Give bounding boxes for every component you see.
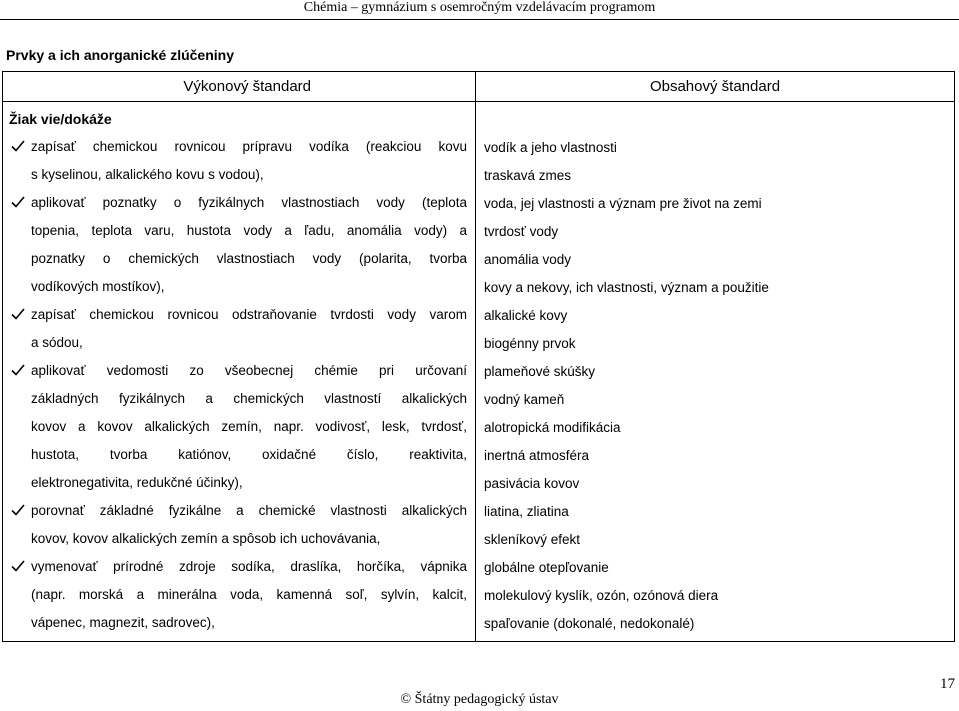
performance-item-line: zapísať chemickou rovnicou odstraňovanie tvrdosti vody varom (31, 307, 467, 322)
check-icon (11, 139, 25, 153)
check-icon (11, 363, 25, 377)
performance-item-line: poznatky o chemických vlastnostiach vody (polarita, tvorba (31, 251, 467, 266)
section-title: Prvky a ich anorganické zlúčeniny (6, 47, 234, 63)
performance-item-line: aplikovať poznatky o fyzikálnych vlastnostiach vody (teplota (31, 195, 467, 210)
content-item: alkalické kovy (484, 308, 568, 323)
content-item: kovy a nekovy, ich vlastnosti, význam a použitie (484, 280, 769, 295)
performance-item-line: vápenec, magnezit, sadrovec), (31, 615, 215, 630)
check-icon (11, 195, 25, 209)
performance-item-line: hustota, tvorba katiónov, oxidačné číslo, reaktivita, (31, 447, 467, 462)
content-item: pasivácia kovov (484, 476, 580, 491)
content-item: vodík a jeho vlastnosti (484, 140, 617, 155)
performance-standard-column (9, 110, 467, 637)
content-standard-column (484, 134, 946, 638)
check-icon (11, 503, 25, 517)
performance-item-line: topenia, teplota varu, hustota vody a ľadu, anomália vody) a (31, 223, 467, 238)
content-item: globálne otepľovanie (484, 560, 609, 575)
performance-item-line: zapísať chemickou rovnicou prípravu vodíka (reakciou kovu (31, 139, 467, 154)
performance-item-line: aplikovať vedomosti zo všeobecnej chémie pri určovaní (31, 363, 467, 378)
running-header: Chémia – gymnázium s osemročným vzdelávacím programom (303, 0, 656, 15)
bullet-list (9, 133, 467, 637)
content-item: skleníkový efekt (484, 532, 581, 547)
performance-item-line: vodíkových mostíkov), (31, 279, 165, 294)
performance-item-line: (napr. morská a minerálna voda, kamenná soľ, sylvín, kalcit, (31, 587, 467, 602)
performance-item (9, 497, 467, 553)
content-item: liatina, zliatina (484, 504, 569, 519)
content-item: plameňové skúšky (484, 364, 596, 379)
performance-item-line: porovnať základné fyzikálne a chemické vlastnosti alkalických (31, 503, 467, 518)
content-item: tvrdosť vody (484, 224, 559, 239)
content-item: vodný kameň (484, 392, 565, 407)
standards-table (2, 71, 955, 642)
column-divider (475, 72, 476, 641)
content-item: inertná atmosféra (484, 448, 590, 463)
performance-item (9, 553, 467, 637)
content-item: biogénny prvok (484, 336, 576, 351)
performance-item-line: kovov, kovov alkalických zemín a spôsob ich uchovávania, (31, 531, 381, 546)
page-number: 17 (940, 676, 955, 692)
performance-item-line: kovov a kovov alkalických zemín, napr. vodivosť, lesk, tvrdosť, (31, 419, 467, 434)
content-standard-heading: Obsahový štandard (649, 78, 781, 95)
content-item: traskavá zmes (484, 168, 572, 183)
heading-divider (3, 101, 954, 102)
check-icon (11, 559, 25, 573)
performance-item-line: základných fyzikálnych a chemických vlastností alkalických (31, 391, 467, 406)
performance-item (9, 133, 467, 189)
performance-item-line: elektronegativita, redukčné účinky), (31, 475, 243, 490)
content-item: voda, jej vlastnosti a význam pre život na zemi (484, 196, 762, 211)
footer: © Štátny pedagogický ústav (400, 692, 559, 707)
content-item: molekulový kyslík, ozón, ozónová diera (484, 588, 719, 603)
performance-item-line: a sódou, (31, 335, 83, 350)
performance-item-line: vymenovať prírodné zdroje sodíka, draslíka, horčíka, vápnika (31, 559, 467, 574)
content-item: anomália vody (484, 252, 572, 267)
intro-label: Žiak vie/dokáže (9, 111, 112, 127)
performance-item (9, 301, 467, 357)
content-item: spaľovanie (dokonalé, nedokonalé) (484, 616, 695, 631)
check-icon (11, 307, 25, 321)
content-item: alotropická modifikácia (484, 420, 621, 435)
performance-item-line: s kyselinou, alkalického kovu s vodou), (31, 167, 264, 182)
performance-item (9, 357, 467, 497)
performance-item (9, 189, 467, 301)
header-rule (0, 19, 959, 20)
performance-standard-heading: Výkonový štandard (183, 78, 311, 95)
